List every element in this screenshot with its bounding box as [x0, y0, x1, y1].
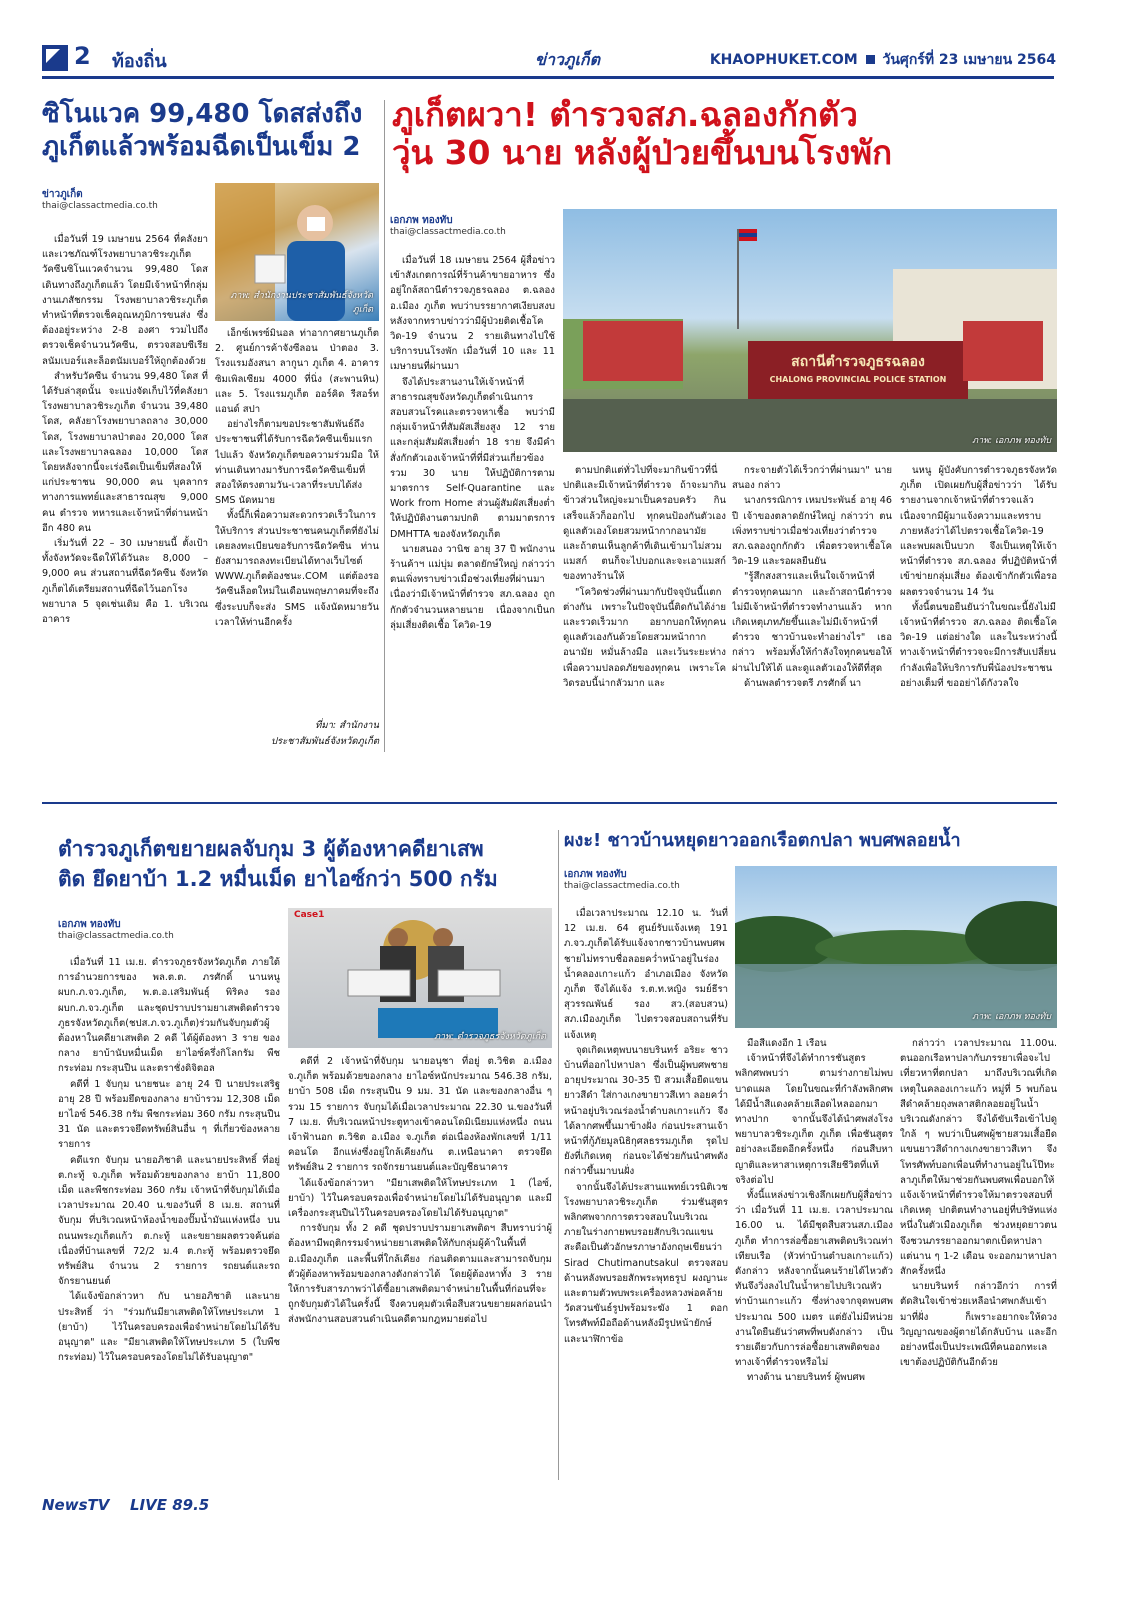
article2-column-1 — [390, 253, 555, 751]
article3-c1-p3: คดีแรก จับกุม นายอภิชาติ และนายประสิทธิ์ ที่อยู่ ต.กะทู้ จ.ภูเก็ต พร้อมด้วยของกลาง ยาบ้า 11,800 เม็ด และพืชกระท่อม 360 กรัม เจ้าหน้าที่จับกุมได้เมื่อเวลาประมาณ 20.40 น.ของวันที่ 8 เม.ย. สถานที่จับกุม ที่บริเวณหน้าห้องน้ำของปั๊มน้ำมันแห่งหนึ่ง บนถนนพระภูเก็ตแก้ว ต.กะทู้ และขยายผลตรวจค้นต่อเนื่องที่บ้านเลขที่ 72/2 ม.4 ต.กะทู้ พร้อมตรวจยึดทรัพย์สิน จำนวน 2 รายการ รถยนต์และรถจักรยานยนต์ — [58, 1154, 280, 1288]
case-label: Case1 — [294, 910, 325, 920]
article1-headline — [42, 98, 382, 163]
article4-email[interactable]: thai@classactmedia.co.th — [564, 881, 680, 891]
article3-c2-p1: คดีที่ 2 เจ้าหน้าที่จับกุม นายอนุชา ที่อยู่ ต.วิชิต อ.เมือง จ.ภูเก็ต พร้อมด้วยของกลาง ยาไอซ์หนักประมาณ 546.38 กรัม, ยาบ้า 508 เม็ด กระสุนปืน 9 มม. 31 นัด และของกลางอื่น ๆ รวม 15 รายการ จับกุมได้เมื่อเวลาประมาณ 22.30 น.ของวันที่ 7 เม.ย. ที่บริเวณหน้าประตูทางเข้าคอนโดมิเนียมแห่งหนึ่ง ถนนเจ้าฟ้านอก ต.วิชิต อ.เมือง จ.ภูเก็ต ต่อเนื่องห้องพักเลขที่ 1/11 คอนโด อีกแห่งซึ่งอยู่ใกล้เคียงกัน ต.เหนือนาคา ตรวจยึดทรัพย์สิน 2 รายการ รถจักรยานยนต์และบัญชีธนาคาร — [288, 1056, 552, 1174]
article1-c1-p3: เริ่มวันที่ 22 – 30 เมษายนนี้ ตั้งเป้าทั้งจังหวัดจะฉีดให้ได้วันละ 8,000 – 9,000 คน ส่วนสถานที่ฉีดวัคซีน จังหวัดภูเก็ตได้เตรียมสถานที่ฉีดไว้นอกโรงพยาบาล 5 จุดเช่นเดิม คือ 1. บริเวณอาคาร — [42, 538, 208, 626]
article1-headline-line1: ซิโนแวค 99,480 โดสส่งถึง — [42, 99, 363, 129]
article1-headline-line2: ภูเก็ตแล้วพร้อมฉีดเป็นเข็ม 2 — [42, 131, 361, 162]
article3-c1-p2: คดีที่ 1 จับกุม นายชนะ อายุ 24 ปี นายประเสริฐ อายุ 28 ปี พร้อมยึดของกลาง ยาบ้ารวม 12,308 เม็ด ยาไอซ์ 546.38 กรัม พืชกระท่อม 360 กรัม กระสุนปืน 31 นัด และตรวจยึดทรัพย์สินอื่น ๆ ที่เกี่ยวข้องหลายรายการ — [58, 1078, 280, 1151]
article3-c2-p3: การจับกุม ทั้ง 2 คดี ชุดปราบปรามยาเสพติดฯ สืบทราบว่าผู้ต้องหามีพฤติกรรมจำหน่ายยาเสพติดให้กับกลุ่มผู้ค้าในพื้นที่ อ.เมืองภูเก็ต และพื้นที่ใกล้เคียง ก่อนติดตามและสามารถจับกุมตัวผู้ต้องหาพร้อมของกลางดังกล่าวได้ โดยผู้ต้องหาทั้ง 3 ราย ให้การรับสารภาพว่าได้ซื้อยาเสพติดมาจำหน่ายในพื้นที่ก่อนที่จะถูกจับกุมตัวได้ในครั้งนี้ จึงควบคุมตัวเพื่อสืบสวนขยายผลก่อนนำส่งพนักงานสอบสวนดำเนินคดีตามกฎหมายต่อไป — [288, 1223, 552, 1326]
article1-credit-line1: ที่มา: สำนักงาน — [315, 720, 379, 731]
article1-email[interactable]: thai@classactmedia.co.th — [42, 201, 158, 211]
article1-photo — [215, 183, 379, 321]
article2-c2-p2: "โควิดช่วงที่ผ่านมากับปัจจุบันนี้แตกต่างกัน เพราะในปัจจุบันนี้ติดกันได้ง่ายและรวดเร็วมาก อยากบอกให้ทุกคนดูแลตัวเองกันด้วยโดยสวมหน้ากากอนามัย หมั่นล้างมือ และเว้นระยะห่าง เพื่อความปลอดภัยของทุกคน เพราะโควิดรอบนี้น่ากลัวมาก และ — [563, 586, 726, 689]
article2-byline: เอกภพ ทองทับ — [390, 215, 453, 226]
river-mangrove-illustration — [735, 866, 1057, 1028]
article3-c1-p1: เมื่อวันที่ 11 เม.ย. ตำรวจภูธรจังหวัดภูเก็ต ภายใต้การอำนวยการของ พล.ต.ต. ภรศักดิ์ นานหนู ผบก.ภ.จว.ภูเก็ต, พ.ต.อ.เสริมพันธุ์ พิริคง รอง ผบก.ภ.จว.ภูเก็ต และชุดปราบปรามยาเสพติดตำรวจภูธรจังหวัดภูเก็ต(ชปส.ภ.จว.ภูเก็ต)ร่วมกันจับกุมตัวผู้ต้องหาในคดียาเสพติด 2 คดี ได้ผู้ต้องหา 3 ราย ของกลาง ยาบ้านับหมื่นเม็ด ยาไอซ์ครึ่งกิโลกรัม พืชกระท่อม กระสุนปืน และตราชั่งดิจิตอล — [58, 957, 280, 1075]
article1-c1-p1: เมื่อวันที่ 19 เมษายน 2564 ที่คลังยาและเวชภัณฑ์โรงพยาบาลวชิระภูเก็ต วัคซีนซิโนแวคจำนวน 99,480 โดส เดินทางถึงภูเก็ตแล้ว โดยมีเจ้าหน้าที่กลุ่มงานเภสัชกรรม โรงพยาบาลวชิระภูเก็ต ทำหน้าที่ตรวจเช็คอุณหภูมิการขนส่ง ซึ่งต้องอยู่ระหว่าง 2-8 องศา รวมไปถึงตรวจเช็คจำนวนวัคซีน, ตรวจสอบซีเรียลนัมเบอร์และล็อตนัมเบอร์ให้ถูกต้องด้วย — [42, 234, 208, 367]
article4-byline: เอกภพ ทองทับ — [564, 869, 627, 880]
footer-live-radio-logo: LIVE 89.5 — [130, 1496, 210, 1514]
article1-credit-line2: ประชาสัมพันธ์จังหวัดภูเก็ต — [270, 736, 379, 747]
article4-photo — [735, 866, 1057, 1028]
article2-c3-p2: นางกรรณิการ เหมประพันธ์ อายุ 46 ปี เจ้าของตลาดยักษ์ใหญ่ กล่าวว่า ตนเพิ่งทราบข่าวเมื่อช่วงเที่ยงว่าตำรวจ สภ.ฉลองถูกกักตัว เพื่อตรวจหาเชื้อโควิด-19 และรอผลยืนยัน — [732, 495, 892, 568]
article3-photo — [288, 908, 552, 1048]
article4-c2-p4: ทางด้าน นายบรินทร์ ผู้พบศพ — [747, 1372, 865, 1384]
article4-c2-p2: เจ้าหน้าที่จึงได้ทำการชันสูตรพลิกศพพบว่า ตามร่างกายไม่พบบาดแผล โดยในขณะที่กำลังพลิกศพ ได้มีน้ำสีแดงคล้ายเลือดไหลออกมาทางปาก จากนั้นจึงได้นำศพส่งโรงพยาบาลวชิระภูเก็ต ภูเก็ต เพื่อชันสูตรอย่างละเอียดอีกครั้งหนึ่ง ก่อนสืบหาญาติและหาสาเหตุการเสียชีวิตที่แท้จริงต่อไป — [735, 1053, 893, 1186]
article1-c2-p3: ทั้งนี้ก็เพื่อความสะดวกรวดเร็วในการให้บริการ ส่วนประชาชนคนภูเก็ตที่ยังไม่เคยลงทะเบียนขอรับการฉีดวัคซีน ท่านยังสามารถลงทะเบียนได้ทางเว็บไซต์ WWW.ภูเก็ตต้องชนะ.COM แต่ต้องรอวัคซีนล็อตใหม่ในเดือนพฤษภาคมที่จะถึง ซึ่งระบบก็จะส่ง SMS แจ้งนัดหมายวันเวลาให้ท่านอีกครั้ง — [215, 510, 379, 628]
article2-headline-line1: ภูเก็ตผวา! ตำรวจสภ.ฉลองกักตัว — [392, 95, 858, 134]
article4-column-2 — [735, 1036, 893, 1480]
article4-headline: ผงะ! ชาวบ้านหยุดยาวออกเรือตกปลา พบศพลอยน้ำ — [564, 830, 961, 851]
article1-photo-caption: ภาพ: สำนักงานประชาสัมพันธ์จังหวัดภูเก็ต — [230, 291, 373, 315]
article3-headline-line2: ติด ยึดยาบ้า 1.2 หมื่นเม็ด ยาไอซ์กว่า 500 กรัม — [58, 867, 498, 891]
article2-c3-p3: "รู้สึกสงสารและเห็นใจเจ้าหน้าที่ตำรวจทุกคนมาก และถ้าสถานีตำรวจไม่มีเจ้าหน้าที่ตำรวจทำงานแล้ว หากเกิดเหตุเภทภัยขึ้นและไม่มีเจ้าหน้าที่ตำรวจ ชาวบ้านจะทำอย่างไร" เธอกล่าว พร้อมทั้งให้กำลังใจทุกคนขอให้ผ่านไปให้ได้ และดูแลตัวเองให้ดีที่สุด — [732, 571, 892, 674]
article4-c1-p3: จากนั้นจึงได้ประสานแพทย์เวรนิติเวช โรงพยาบาลวชิระภูเก็ต ร่วมชันสูตรพลิกศพจากการตรวจสอบในบริเวณภายในร่างกายพบรอยสักบริเวณแขนสะดือเป็นตัวอักษรภาษาอังกฤษเขียนว่า Sirad Chutimanutsakul ตรวจสอบด้านหลังพบรอยสักพระพุทธรูป ผงญานะ และตามตัวพบพระเครื่องหลวงพ่อคล้าย วัดสวนขันธ์รูปพร้อมระฆัง 1 ดอก โทรศัพท์มือถือด้านหลังมีรูปหน้ายักษ์ และนาฬิกาข้อ — [564, 1181, 728, 1345]
article4-c3-p1: กล่าวว่า เวลาประมาณ 11.00น. ตนออกเรือหาปลากับภรรยาเพื่อจะไปเที่ยวหาที่ตกปลา มาถึงบริเวณที่เกิดเหตุในคลองเกาะแก้ว หมู่ที่ 5 พบก้อนสีดำคล้ายถุงพลาสติกลอยอยู่ในน้ำบริเวณดังกล่าว จึงได้ขับเรือเข้าไปดูใกล้ ๆ พบว่าเป็นศพผู้ชายสวมเสื้อยืดแขนยาวสีดำกางเกงขายาวสีเทา จึงโทรศัพท์บอกเพื่อนที่ทำงานอยู่ในโป๊ทะลาภูเก็ตให้มาช่วยกันพบศพเพื่อบอกให้แจ้งเจ้าหน้าที่ตำรวจให้มาตรวจสอบที่เกิดเหตุ ปกติตนทำงานอยู่ที่บริษัทแห่งหนึ่งในตัวเมืองภูเก็ต ช่วงหยุดยาวตนจึงชวนภรรยาออกมาตกเบ็ดหาปลา แต่นาน ๆ 1-2 เดือน จะออกมาหาปลาสักครั้งหนึ่ง — [900, 1038, 1057, 1278]
brand-logo: ข่าวภูเก็ต — [535, 50, 600, 69]
article2-c1-p3: นายสนอง วานิช อายุ 37 ปี พนักงานร้านค้าฯ แม่บุ่ม ตลาดยักษ์ใหญ่ กล่าวว่า ตนเพิ่งทราบข่าวเมื่อช่วงเที่ยงที่ผ่านมาเนื่องว่ามีเจ้าหน้าที่ตำรวจ สภ.ฉลอง ถูกกักตัวจำนวนหลายนาย เนื่องจากเป็นกลุ่มเสี่ยงติดเชื้อ โควิด-19 — [390, 543, 555, 631]
page-number: 2 — [74, 42, 91, 70]
article4-column-3 — [900, 1036, 1057, 1480]
article3-headline-line1: ตำรวจภูเก็ตขยายผลจับกุม 3 ผู้ต้องหาคดียาเสพ — [58, 837, 484, 861]
suspects-with-evidence-illustration — [288, 908, 552, 1048]
article3-headline — [58, 834, 558, 894]
article2-c1-p2: จึงได้ประสานงานให้เจ้าหน้าที่สาธารณสุขจังหวัดภูเก็ตดำเนินการสอบสวนโรคและตรวจหาเชื้อ พบว่ามีกลุ่มเจ้าหน้าที่สัมผัสเสี่ยงสูง 12 ราย และกลุ่มสัมผัสเสี่ยงต่ำ 18 ราย จึงมีคำสั่งกักตัวเองเจ้าหน้าที่ที่มีส่วนเกี่ยวข้องรวม 30 นาย ให้ปฏิบัติการตามมาตรการ Self-Quarantine และ Work from Home ส่วนผู้สัมผัสเสี่ยงต่ำ ให้ปฏิบัติงานตามปกติ ตามมาตรการ DMHTTA ของจังหวัดภูเก็ต — [390, 376, 555, 540]
article1-byline: ข่าวภูเก็ต — [42, 189, 83, 200]
article4-photo-caption: ภาพ: เอกภพ ทองทับ — [972, 1012, 1051, 1022]
section-separator — [42, 802, 1057, 804]
column-divider-2 — [558, 830, 559, 1480]
article3-column-2 — [288, 1054, 552, 1480]
article1-c2-p2: อย่างไรก็ตามขอประชาสัมพันธ์ถึงประชาชนที่ได้รับการฉีดวัคซีนเข็มแรกไปแล้ว จังหวัดภูเก็ตขอความร่วมมือ ให้ท่านเดินทางมารับการฉีดวัคซีนเข็มที่สองให้ตรงตามวัน-เวลาที่ระบบได้ส่ง SMS นัดหมาย — [215, 419, 379, 507]
article4-c1-p2: จุดเกิดเหตุพบนายบรินทร์ อริยะ ชาวบ้านที่ออกไปหาปลา ซึ่งเป็นผู้พบศพชายอายุประมาณ 30-35 ปี สวมเสื้อยืดแขนยาวสีดำ ใส่กางเกงขายาวสีเทา ลอยคว่ำหน้าอยู่บริเวณร่องน้ำตำบลเกาะแก้ว จึงได้ลากศพขึ้นมาข้างฝั่ง ก่อนประสานเจ้าหน้าที่กู้ภัยมูลนิธิกุศลธรรมภูเก็ต รุดไปยังที่เกิดเหตุ ก่อนจะได้ช่วยกันนำศพดังกล่าวขึ้นมาบนฝั่ง — [564, 1044, 728, 1178]
article1-column-1 — [42, 232, 208, 752]
issue-date: วันศุกร์ที่ 23 เมษายน 2564 — [882, 52, 1056, 68]
article4-c1-p1: เมื่อเวลาประมาณ 12.10 น. วันที่ 12 เม.ย. 64 ศูนย์รับแจ้งเหตุ 191 ภ.จว.ภูเก็ตได้รับแจ้งจากชาวบ้านพบศพชายไม่ทราบชื่อลอยคว่ำหน้าอยู่ในร่องน้ำคลองเกาะแก้ว อำเภอเมือง จังหวัดภูเก็ต จึงได้แจ้ง ร.ต.ท.หญิง รมย์ธีรา สุวรรณพันธ์ รอง สว.(สอบสวน) สภ.เมืองภูเก็ต ไปตรวจสอบสถานที่รับแจ้งเหตุ — [564, 908, 728, 1041]
article3-photo-caption: ภาพ: ตำรวจภูธรจังหวัดภูเก็ต — [434, 1032, 546, 1042]
article3-column-1 — [58, 955, 280, 1480]
article2-column-3 — [732, 463, 892, 753]
police-station-sign-illustration — [563, 209, 1057, 452]
article1-c2-p1: เอ็กซ์เพรซ์มินอล ท่าอากาศยานภูเก็ต 2. ศูนย์การค้าจังซีลอน ป่าตอง 3. โรงแรมอังสนา ลากูนา ภูเก็ต 4. อาคารซิมเพิลเซียม 4000 ที่นิ่ง (สะพานหิน) และ 5. โรงแรมภูเก็ต ออร์คิด รีสอร์ท แอนด์ สปา — [215, 328, 379, 416]
article4-c2-p1: มือสีแดงอีก 1 เรือน — [747, 1038, 827, 1049]
article1-column-2 — [215, 326, 379, 718]
article3-byline: เอกภพ ทองทับ — [58, 919, 121, 930]
newspaper-logo-icon — [42, 45, 68, 71]
section-title: ท้องถิ่น — [112, 51, 167, 72]
article4-c2-p3: ทั้งนี้แหล่งข่าวเชิงลึกเผยกับผู้สื่อข่าวว่า เมื่อวันที่ 11 เม.ย. เวลาประมาณ 16.00 น. ได้มีชุดสืบสวนสภ.เมืองภูเก็ต ทำการล่อซื้อยาเสพติดบริเวณท่าเทียบเรือ (หัวท่าบ้านตำบลเกาะแก้ว) ดังกล่าว หลังจากนั้นคนร้ายได้ไหวตัวทันจึงวิ่งลงไปในน้ำหายไปบริเวณหัวท่าบ้านเกาะแก้ว ซึ่งห่างจากจุดพบศพประมาณ 500 เมตร แต่ยังไม่มีหน่วยงานใดยืนยันว่าศพที่พบดังกล่าว เป็นรายเดียวกับการล่อซื้อยาเสพติดของทางเจ้าที่ตำรวจหรือไม่ — [735, 1190, 893, 1369]
article2-headline-line2: วุ่น 30 นาย หลังผู้ป่วยขึ้นบนโรงพัก — [392, 132, 893, 172]
article2-c4-p2: ทั้งนี้ตนขอยืนยันว่าในขณะนี้ยังไม่มีเจ้าหน้าที่ตำรวจ สภ.ฉลอง ติดเชื้อโควิด-19 แต่อย่างใด และในระหว่างนี้ทางเจ้าหน้าที่ตำรวจจะมีการสับเปลี่ยนกำลังเพื่อให้บริการกับพี่น้องประชาชนอย่างเต็มที่ ขออย่าได้กังวลใจ — [900, 601, 1057, 689]
article3-c1-p4: ได้แจ้งข้อกล่าวหา กับ นายอภิชาติ และนายประสิทธิ์ ว่า "ร่วมกันมียาเสพติดให้โทษประเภท 1 (ยาบ้า) ไว้ในครอบครองเพื่อจำหน่ายโดยไม่ได้รับอนุญาต" และ "มียาเสพติดให้โทษประเภท 5 (ใบพืชกระท่อม) ไว้ในครอบครองโดยไม่ได้รับอนุญาต" — [58, 1291, 280, 1364]
column-divider — [384, 100, 385, 752]
article2-column-2 — [563, 463, 726, 753]
article2-c3-p4: ด้านพลตำรวจตรี ภรศักดิ์ นา — [744, 677, 862, 689]
article4-column-1 — [564, 906, 728, 1480]
article2-c3-p1: กระจายตัวได้เร็วกว่าที่ผ่านมา" นายสนอง กล่าว — [732, 465, 892, 492]
article3-email[interactable]: thai@classactmedia.co.th — [58, 931, 174, 941]
article4-c3-p2: นายบรินทร์ กล่าวอีกว่า การที่ตัดสินใจเข้าช่วยเหลือนำศพกลับเข้ามาที่ฝั่ง ก็เพราะอยากจะให้ดวงวิญญาณของผู้ตายได้กลับบ้าน และอีกอย่างหนึ่งเป็นประเพณีที่คนออกทะเลเขาต้องปฏิบัติกันอีกด้วย — [900, 1281, 1057, 1369]
article2-c1-p1: เมื่อวันที่ 18 เมษายน 2564 ผู้สื่อข่าวเข้าสังเกตการณ์ที่ร้านค้าขายอาหาร ซึ่งอยู่ใกล้สถานีตำรวจภูธรฉลอง ต.ฉลอง อ.เมือง ภูเก็ต พบว่าบรรยากาศเงียบสงบ หลังจากทราบข่าวว่ามีผู้ป่วยติดเชื้อโควิด-19 จำนวน 2 รายเดินทางไปใช้บริการบนโรงพัก เมื่อวันที่ 10 และ 11 เมษายนที่ผ่านมา — [390, 255, 555, 373]
site-name[interactable]: KHAOPHUKET.COM — [709, 52, 858, 68]
article2-photo-caption: ภาพ: เอกภพ ทองทับ — [972, 436, 1051, 446]
header-site-date — [710, 49, 1056, 71]
station-sign-thai: สถานีตำรวจภูธรฉลอง — [791, 354, 925, 370]
article2-email[interactable]: thai@classactmedia.co.th — [390, 227, 506, 237]
square-icon — [866, 55, 875, 64]
article1-credit — [215, 718, 379, 750]
article3-c2-p2: ได้แจ้งข้อกล่าวหา "มียาเสพติดให้โทษประเภท 1 (ไอซ์, ยาบ้า) ไว้ในครอบครองเพื่อจำหน่ายโดยไม่ได้รับอนุญาต และมีเครื่องกระสุนปืนไว้ในครอบครองโดยไม่ได้รับอนุญาต" — [288, 1177, 552, 1220]
article2-c2-p1: ตามปกติแต่ทั่วไปที่จะมากินข้าวที่นี่ปกติและมีเจ้าหน้าที่ตำรวจ ถ้าจะมากินข้าวส่วนใหญ่จะมาเป็นครอบครัว กินเสร็จแล้วก็ออกไป ทุกคนป้องกันตัวเองดูแลตัวเองโดยสวมหน้ากากอนามัย และถ้าตนเห็นลูกค้าที่เดินเข้ามาไม่สวมแมสก์ ตนก็จะไปบอกและจะเอาแมสก์ของทางร้านให้ — [563, 465, 726, 583]
article2-photo — [563, 209, 1057, 452]
article1-c1-p2: สำหรับวัคซีน จำนวน 99,480 โดส ที่ได้รับล่าสุดนั้น จะแบ่งจัดเก็บไว้ที่คลังยาโรงพยาบาลวชิระภูเก็ต จำนวน 39,480 โดส, คลังยาโรงพยาบาลถลาง 30,000 โดส, โรงพยาบาลป่าตอง 20,000 โดส และโรงพยาบาลฉลอง 10,000 โดส โดยหลังจากนี้จะเร่งฉีดเป็นเข็มที่สองให้แก่ประชาชน 90,000 คน บุคลากรทางการแพทย์และสาธารณสุข 9,000 คน ตำรวจ ทหารและเจ้าหน้าที่ด่านหน้า อีก 480 คน — [42, 370, 208, 534]
article2-c4-p1: นหนู ผู้บังคับการตำรวจภูธรจังหวัดภูเก็ต เปิดเผยกับผู้สื่อข่าวว่า ได้รับรายงานจากเจ้าหน้าที่ตำรวจแล้ว เนื่องจากมีผู้มาแจ้งความและทราบภายหลังว่าได้ไปตรวจเชื้อโควิด-19 และพบผลเป็นบวก จึงเป็นเหตุให้เจ้าหน้าที่ตำรวจ สภ.ฉลอง ที่ปฏิบัติหน้าที่เข้าข่ายกลุ่มเสี่ยง ต้องเข้ากักตัวเพื่อรอผลตรวจจำนวน 14 วัน — [900, 465, 1057, 598]
station-sign-eng: CHALONG PROVINCIAL POLICE STATION — [769, 375, 947, 384]
article2-column-4 — [900, 463, 1057, 753]
article2-headline — [392, 96, 1062, 172]
header-rule — [42, 76, 1054, 79]
footer-newstv-logo: NewsTV — [42, 1496, 110, 1514]
